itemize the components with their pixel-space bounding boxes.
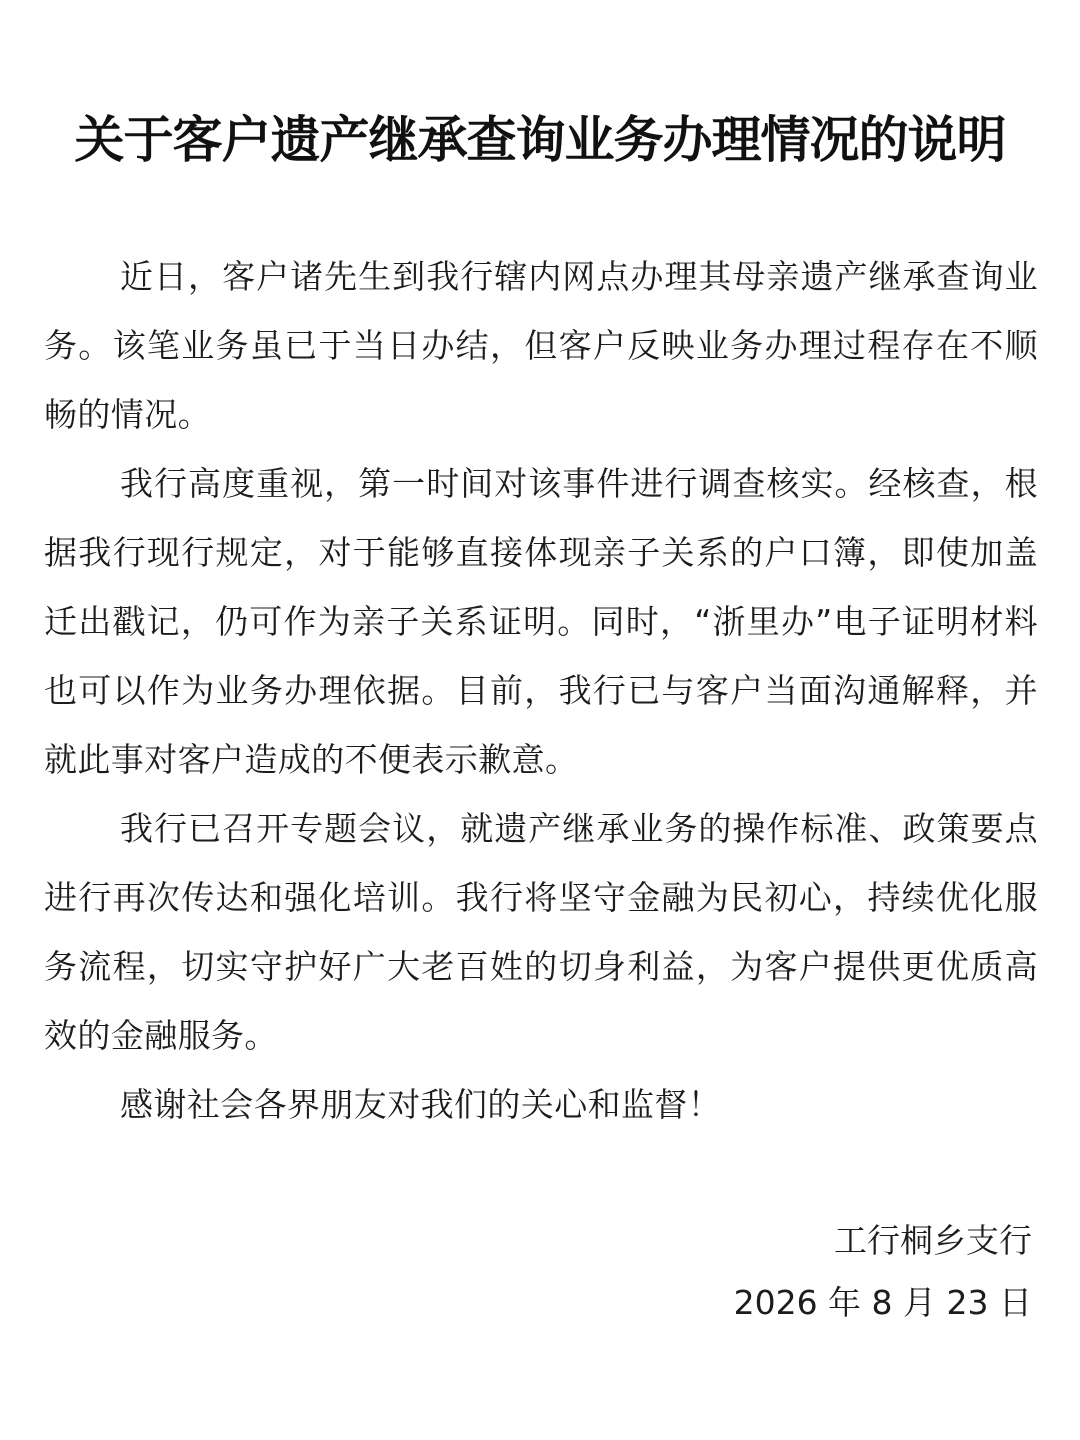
- document-body: [44, 242, 1038, 1139]
- document-title: 关于客户遗产继承查询业务办理情况的说明: [74, 110, 1006, 169]
- signature-date: 2026 年 8 月 23 日: [733, 1283, 1032, 1322]
- signature-block: [734, 1210, 1032, 1334]
- paragraph-2: 我行高度重视，第一时间对该事件进行调查核实。经核查，根据我行现行规定，对于能够直接体现亲子关系的户口簿，即使加盖迁出戳记，仍可作为亲子关系证明。同时，“浙里办”电子证明材料也可以作为业务办理依据。目前，我行已与客户当面沟通解释，并就此事对客户造成的不便表示歉意。: [44, 464, 1038, 779]
- paragraph-1: 近日，客户诸先生到我行辖内网点办理其母亲遗产继承查询业务。该笔业务虽已于当日办结，但客户反映业务办理过程存在不顺畅的情况。: [44, 257, 1038, 434]
- paragraph-3: 我行已召开专题会议，就遗产继承业务的操作标准、政策要点进行再次传达和强化培训。我行将坚守金融为民初心，持续优化服务流程，切实守护好广大老百姓的切身利益，为客户提供更优质高效的金融服务。: [44, 809, 1038, 1055]
- paragraph-4: 感谢社会各界朋友对我们的关心和监督！: [120, 1085, 722, 1124]
- signature-organization: 工行桐乡支行: [834, 1221, 1032, 1260]
